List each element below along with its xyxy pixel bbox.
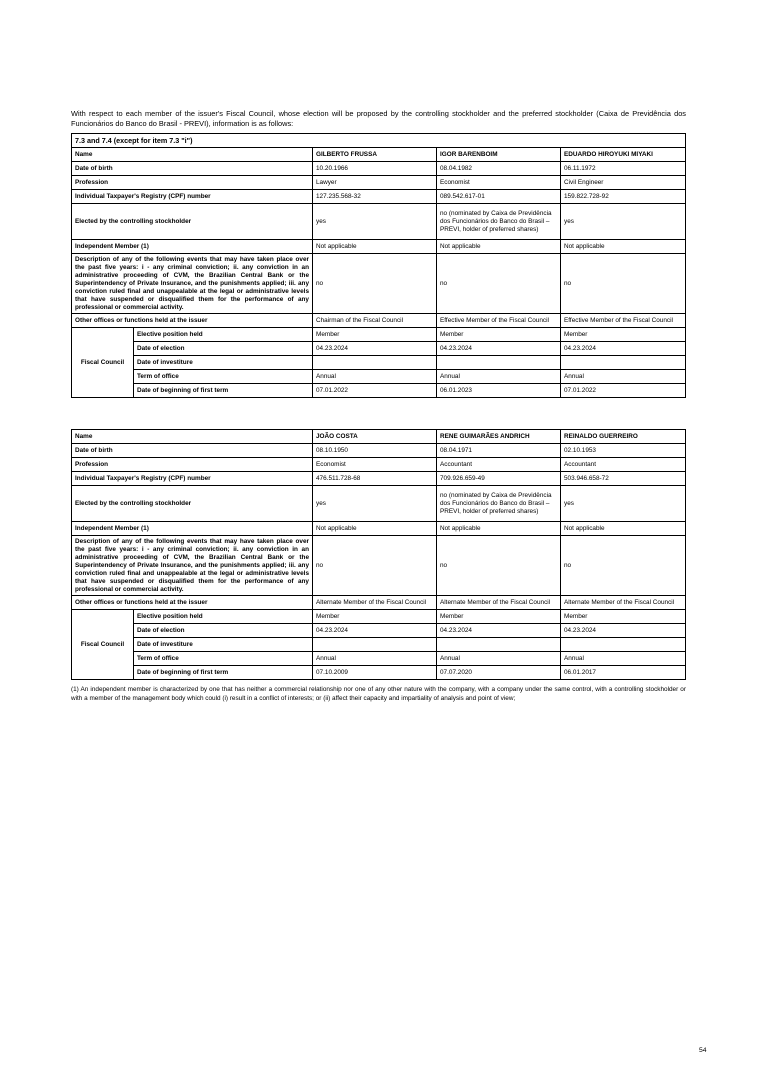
cell-investiture-col1-t2	[313, 638, 437, 652]
cell-investiture-col3-t1	[561, 356, 686, 370]
row-term-t1	[72, 370, 686, 384]
cell-independent-col1-t1: Not applicable	[313, 240, 437, 254]
row-first-term-t1	[72, 384, 686, 398]
row-label-independent-t1: Independent Member (1)	[72, 240, 313, 254]
row-first-term-t2	[72, 666, 686, 680]
row-label-offices-t1: Other offices or functions held at the issuer	[72, 314, 313, 328]
row-label-name-t1: Name	[72, 148, 313, 162]
row-name-t2	[72, 430, 686, 444]
fiscal-council-tables	[71, 133, 686, 680]
cell-events-col3-t1: no	[561, 254, 686, 314]
row-events-t2	[72, 536, 686, 596]
cell-election-col2-t1: 04.23.2024	[437, 342, 561, 356]
cell-term-col3-t2: Annual	[561, 652, 686, 666]
row-cpf-t1	[72, 190, 686, 204]
cell-birth-col1-t1: 10.20.1966	[313, 162, 437, 176]
row-label-independent-t2: Independent Member (1)	[72, 522, 313, 536]
cell-investiture-col3-t2	[561, 638, 686, 652]
row-label-profession-t1: Profession	[72, 176, 313, 190]
cell-events-col2-t2: no	[437, 536, 561, 596]
cell-name-col1-t1: GILBERTO FRUSSA	[313, 148, 437, 162]
cell-cpf-col2-t2: 709.926.659-49	[437, 472, 561, 486]
cell-cpf-col3-t2: 503.946.658-72	[561, 472, 686, 486]
cell-offices-col2-t2: Alternate Member of the Fiscal Council	[437, 596, 561, 610]
row-profession-t2	[72, 458, 686, 472]
row-investiture-t2	[72, 638, 686, 652]
cell-position-col1-t2: Member	[313, 610, 437, 624]
row-label-events-t2: Description of any of the following events that may have taken place over the past five years: i - any criminal conviction; ii. any conviction in an administrative proceeding of CVM, the Brazilian Central Bank or the Superintendency of Private Insurance, and the punishments applied; iii. any conviction ruled final and unappealable at the legal or administrative levels that have suspended or disqualified them for the performance of any professional or commercial activity.	[72, 536, 313, 596]
cell-first-term-col2-t1: 06.01.2023	[437, 384, 561, 398]
row-elected-t2	[72, 486, 686, 522]
section-header-row	[72, 134, 686, 148]
cell-independent-col3-t2: Not applicable	[561, 522, 686, 536]
row-label-investiture-t1: Date of investiture	[134, 356, 313, 370]
cell-position-col3-t1: Member	[561, 328, 686, 342]
row-label-election-t1: Date of election	[134, 342, 313, 356]
footnote-text: (1) An independent member is characterized by one that has neither a commercial relationship nor one of any other nature with the company, with a company under the same control, with a controlling stockholder or with a member of the management body which could (i) result in a conflict of interests; or (ii) affect their capacity and impartiality of analysis and point of view;	[71, 686, 686, 702]
cell-profession-col1-t2: Economist	[313, 458, 437, 472]
row-birth-t1	[72, 162, 686, 176]
row-position-t1	[72, 328, 686, 342]
row-label-birth-t2: Date of birth	[72, 444, 313, 458]
row-offices-t2	[72, 596, 686, 610]
cell-elected-col1-t1: yes	[313, 204, 437, 240]
row-position-t2	[72, 610, 686, 624]
cell-profession-col3-t1: Civil Engineer	[561, 176, 686, 190]
cell-name-col1-t2: JOÃO COSTA	[313, 430, 437, 444]
cell-offices-col3-t1: Effective Member of the Fiscal Council	[561, 314, 686, 328]
cell-offices-col2-t1: Effective Member of the Fiscal Council	[437, 314, 561, 328]
cell-offices-col1-t1: Chairman of the Fiscal Council	[313, 314, 437, 328]
group-label-t2: Fiscal Council	[72, 610, 134, 680]
row-name-t1	[72, 148, 686, 162]
row-birth-t2	[72, 444, 686, 458]
cell-name-col2-t1: IGOR BARENBOIM	[437, 148, 561, 162]
cell-investiture-col2-t1	[437, 356, 561, 370]
cell-profession-col2-t1: Economist	[437, 176, 561, 190]
cell-events-col1-t2: no	[313, 536, 437, 596]
fiscal-council-table-t1	[71, 133, 686, 398]
cell-cpf-col1-t2: 476.511.728-68	[313, 472, 437, 486]
row-label-name-t2: Name	[72, 430, 313, 444]
cell-elected-col3-t1: yes	[561, 204, 686, 240]
group-label-t1: Fiscal Council	[72, 328, 134, 398]
row-investiture-t1	[72, 356, 686, 370]
cell-name-col3-t1: EDUARDO HIROYUKI MIYAKI	[561, 148, 686, 162]
row-elected-t1	[72, 204, 686, 240]
cell-term-col1-t1: Annual	[313, 370, 437, 384]
row-label-term-t2: Term of office	[134, 652, 313, 666]
row-term-t2	[72, 652, 686, 666]
cell-position-col1-t1: Member	[313, 328, 437, 342]
row-independent-t1	[72, 240, 686, 254]
row-label-profession-t2: Profession	[72, 458, 313, 472]
fiscal-council-table-t2	[71, 429, 686, 680]
cell-term-col1-t2: Annual	[313, 652, 437, 666]
cell-elected-col2-t2: no (nominated by Caixa de Previdência dos Funcionários do Banco do Brasil – PREVI, holder of preferred shares)	[437, 486, 561, 522]
cell-election-col3-t1: 04.23.2024	[561, 342, 686, 356]
cell-elected-col1-t2: yes	[313, 486, 437, 522]
row-label-position-t2: Elective position held	[134, 610, 313, 624]
cell-position-col2-t1: Member	[437, 328, 561, 342]
cell-first-term-col3-t1: 07.01.2022	[561, 384, 686, 398]
row-profession-t1	[72, 176, 686, 190]
row-label-investiture-t2: Date of investiture	[134, 638, 313, 652]
cell-profession-col3-t2: Accountant	[561, 458, 686, 472]
cell-position-col3-t2: Member	[561, 610, 686, 624]
row-label-elected-t1: Elected by the controlling stockholder	[72, 204, 313, 240]
row-independent-t2	[72, 522, 686, 536]
cell-birth-col1-t2: 08.10.1950	[313, 444, 437, 458]
cell-independent-col1-t2: Not applicable	[313, 522, 437, 536]
cell-offices-col3-t2: Alternate Member of the Fiscal Council	[561, 596, 686, 610]
cell-profession-col2-t2: Accountant	[437, 458, 561, 472]
row-label-elected-t2: Elected by the controlling stockholder	[72, 486, 313, 522]
cell-term-col3-t1: Annual	[561, 370, 686, 384]
row-label-position-t1: Elective position held	[134, 328, 313, 342]
cell-events-col3-t2: no	[561, 536, 686, 596]
row-events-t1	[72, 254, 686, 314]
cell-cpf-col3-t1: 159.822.728-92	[561, 190, 686, 204]
cell-name-col2-t2: RENE GUIMARÃES ANDRICH	[437, 430, 561, 444]
intro-paragraph: With respect to each member of the issuer's Fiscal Council, whose election will be proposed by the controlling stockholder and the preferred stockholder (Caixa de Previdência dos Funcionários do Banco do Brasil - PREVI), information is as follows:	[71, 109, 686, 128]
row-label-first-term-t2: Date of beginning of first term	[134, 666, 313, 680]
row-label-first-term-t1: Date of beginning of first term	[134, 384, 313, 398]
cell-offices-col1-t2: Alternate Member of the Fiscal Council	[313, 596, 437, 610]
cell-profession-col1-t1: Lawyer	[313, 176, 437, 190]
row-label-events-t1: Description of any of the following events that may have taken place over the past five years: i - any criminal conviction; ii. any conviction in an administrative proceeding of CVM, the Brazilian Central Bank or the Superintendency of Private Insurance, and the punishments applied; iii. any conviction ruled final and unappealable at the legal or administrative levels that have suspended or disqualified them for the performance of any professional or commercial activity.	[72, 254, 313, 314]
cell-name-col3-t2: REINALDO GUERREIRO	[561, 430, 686, 444]
cell-term-col2-t2: Annual	[437, 652, 561, 666]
cell-first-term-col1-t1: 07.01.2022	[313, 384, 437, 398]
cell-cpf-col1-t1: 127.235.568-32	[313, 190, 437, 204]
cell-elected-col2-t1: no (nominated by Caixa de Previdência dos Funcionários do Banco do Brasil – PREVI, holder of preferred shares)	[437, 204, 561, 240]
row-label-cpf-t1: Individual Taxpayer's Registry (CPF) number	[72, 190, 313, 204]
cell-investiture-col2-t2	[437, 638, 561, 652]
cell-birth-col2-t2: 08.04.1971	[437, 444, 561, 458]
section-header-t1: 7.3 and 7.4 (except for item 7.3 "i")	[72, 134, 686, 148]
row-label-birth-t1: Date of birth	[72, 162, 313, 176]
cell-events-col2-t1: no	[437, 254, 561, 314]
cell-election-col2-t2: 04.23.2024	[437, 624, 561, 638]
cell-independent-col3-t1: Not applicable	[561, 240, 686, 254]
page-number: 54	[699, 1047, 707, 1054]
row-election-t2	[72, 624, 686, 638]
cell-elected-col3-t2: yes	[561, 486, 686, 522]
cell-position-col2-t2: Member	[437, 610, 561, 624]
document-content	[71, 109, 686, 704]
cell-cpf-col2-t1: 089.542.617-01	[437, 190, 561, 204]
row-cpf-t2	[72, 472, 686, 486]
row-label-term-t1: Term of office	[134, 370, 313, 384]
cell-election-col1-t2: 04.23.2024	[313, 624, 437, 638]
row-label-cpf-t2: Individual Taxpayer's Registry (CPF) number	[72, 472, 313, 486]
cell-birth-col3-t2: 02.10.1953	[561, 444, 686, 458]
cell-events-col1-t1: no	[313, 254, 437, 314]
cell-first-term-col2-t2: 07.07.2020	[437, 666, 561, 680]
row-label-offices-t2: Other offices or functions held at the issuer	[72, 596, 313, 610]
cell-birth-col2-t1: 08.04.1982	[437, 162, 561, 176]
row-election-t1	[72, 342, 686, 356]
row-offices-t1	[72, 314, 686, 328]
cell-investiture-col1-t1	[313, 356, 437, 370]
cell-election-col1-t1: 04.23.2024	[313, 342, 437, 356]
cell-first-term-col3-t2: 06.01.2017	[561, 666, 686, 680]
row-label-election-t2: Date of election	[134, 624, 313, 638]
cell-independent-col2-t1: Not applicable	[437, 240, 561, 254]
cell-term-col2-t1: Annual	[437, 370, 561, 384]
cell-independent-col2-t2: Not applicable	[437, 522, 561, 536]
cell-birth-col3-t1: 06.11.1972	[561, 162, 686, 176]
cell-election-col3-t2: 04.23.2024	[561, 624, 686, 638]
cell-first-term-col1-t2: 07.10.2009	[313, 666, 437, 680]
